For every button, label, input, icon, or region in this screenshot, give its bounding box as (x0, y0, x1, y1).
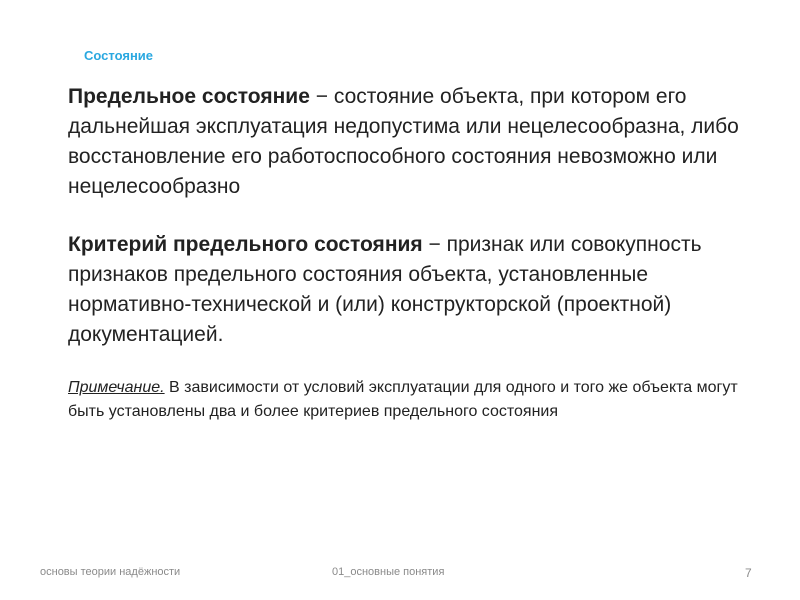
footer-course-title: основы теории надёжности (40, 566, 181, 578)
slide-content (68, 82, 748, 424)
definition-term: Предельное состояние (68, 85, 310, 108)
definition-term: Критерий предельного состояния (68, 233, 423, 256)
definition-limit-state-criterion (68, 230, 748, 350)
definition-limit-state (68, 82, 748, 202)
note-text: В зависимости от условий эксплуатации для одного и того же объекта могут быть установлены два и более критериев предельного состояния (68, 379, 738, 420)
slide-section-label: Состояние (84, 48, 154, 63)
definition-text: признак или совокупность признаков предельного состояния объекта, установленные нормативно-технической и (или) конструкторской (проектной) документацией. (68, 233, 702, 346)
definition-dash: − (309, 85, 334, 108)
footer-page-number: 7 (745, 566, 752, 580)
note-label: Примечание. (68, 379, 165, 396)
note-block (68, 376, 748, 424)
definition-dash: − (422, 233, 447, 256)
footer-section-title: 01_основные понятия (332, 566, 445, 578)
definition-text: состояние объекта, при котором его дальнейшая эксплуатация недопустима или нецелесообразна, либо восстановление его работоспособного состояния невозможно или нецелесообразно (68, 85, 739, 198)
